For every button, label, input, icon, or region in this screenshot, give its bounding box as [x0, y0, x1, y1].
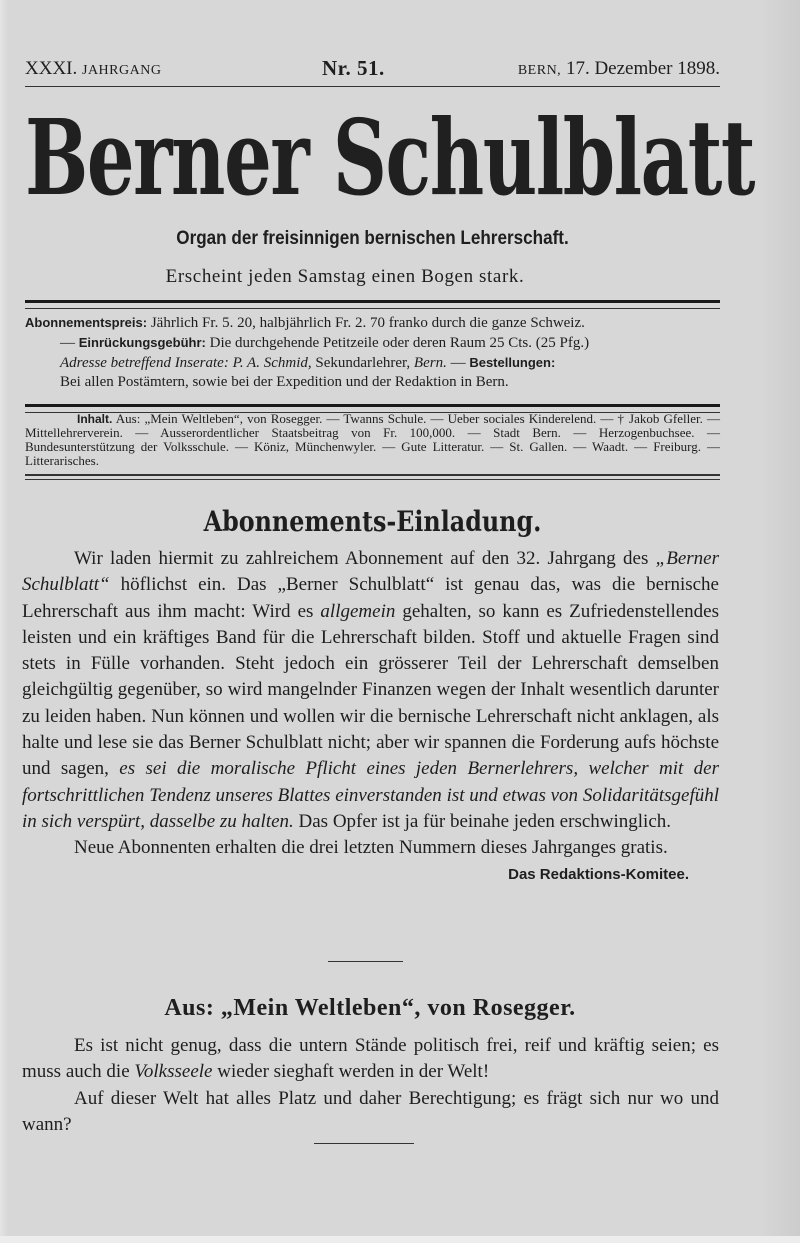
price-line: [25, 313, 725, 333]
article-body-subscription: [22, 546, 719, 888]
place: BERN,: [517, 63, 562, 78]
double-rule: [25, 474, 720, 480]
address-line: Adresse betreffend Inserate: P. A. Schmid, Sekundarlehrer, Bern. — Bestellungen:: [60, 355, 556, 371]
paragraph: Es ist nicht genug, dass die untern Stände politisch frei, reif und kräftig seien; es muss auch die Volksseele wieder sieghaft werden in der Welt!: [22, 1035, 719, 1083]
header-divider: [25, 86, 720, 87]
paragraph: Wir laden hiermit zu zahlreichem Abonnement auf den 32. Jahrgang des „Berner Schulblatt“ höflichst ein. Das „Berner Schulblatt“ ist genau das, was die bernische Lehrerschaft aus ihm macht: Wird es allgemein gehalten, so kann es Zufriedenstellendes leisten und ein kräftiges Band für die Lehrerschaft bilden. Stoff und aktuelle Fragen sind stets in Fülle vorhanden. Steht jedoch ein grösserer Teil der Lehrerschaft demselben gleichgültig gegenüber, so wird mangelnder Finanzen wegen der Inhalt wesentlich darunter zu leiden haben. Nun können und wollen wir die bernische Lehrerschaft nicht anklagen, als halte und lese sie das Berner Schulblatt nicht; aber wir spannen die Forderung aufs höchste und sagen, es sei die moralische Pflicht eines jeden Bernerlehrers, welcher mit der fortschrittlichen Tendenz unseres Blattes einverstanden ist und etwas von Solidaritätsgefühl in sich verspürt, dasselbe zu halten. Das Opfer ist ja für beinahe jeden erschwinglich.: [22, 548, 720, 832]
volume-label: JAHRGANG: [82, 63, 162, 78]
address-city: Bern.: [413, 355, 447, 371]
scan-edge: [0, 1236, 800, 1243]
issue-number: Nr. 51.: [322, 56, 385, 80]
fee-label: Einrückungsgebühr:: [78, 335, 206, 350]
article-body-rosegger: [22, 1033, 719, 1138]
date: 17. Dezember 1898.: [565, 58, 720, 79]
section-divider: [328, 961, 403, 962]
orders-label: Bestellungen:: [469, 355, 556, 370]
article-title-rosegger: Aus: „Mein Weltleben“, von Rosegger.: [164, 995, 576, 1021]
date-line: [518, 58, 720, 80]
paragraph: Auf dieser Welt hat alles Platz und daher Berechtigung; es frägt sich nur wo und wann?: [22, 1087, 719, 1135]
section-divider: [314, 1143, 414, 1144]
signature: Das Redaktions-Komitee.: [508, 865, 689, 883]
address-name: P. A. Schmid,: [232, 355, 312, 371]
subscription-info: [25, 313, 725, 392]
double-rule: [25, 300, 720, 309]
table-of-contents: [25, 412, 720, 468]
paragraph: Neue Abonnenten erhalten die drei letzten Nummern dieses Jahrganges gratis.: [74, 837, 668, 859]
fee-line: — Einrückungsgebühr: Die durchgehende Petitzeile oder deren Raum 25 Cts. (25 Pfg.): [60, 335, 590, 351]
publication-frequency: Erscheint jeden Samstag einen Bogen stark.: [165, 266, 525, 287]
address-role: Sekundarlehrer,: [315, 355, 411, 371]
newspaper-title: Berner Schulblatt: [25, 96, 754, 219]
contents-label: Inhalt.: [77, 412, 113, 426]
article-title-subscription-invitation: Abonnements-Einladung.: [203, 505, 542, 538]
fee-text: Die durchgehende Petitzeile oder deren Raum 25 Cts. (25 Pfg.): [209, 335, 590, 351]
address-label: Adresse betreffend Inserate:: [60, 355, 229, 371]
orders-text: Bei allen Postämtern, sowie bei der Expedition und der Redaktion in Bern.: [60, 374, 509, 390]
contents-text: Aus: „Mein Weltleben“, von Rosegger. — Twanns Schule. — Ueber sociales Kinderelend. — † Jakob Gfeller. — Mittellehrerverein. — Ausserordentlicher Staatsbeitrag von Fr. 100,000. — Stadt Bern. — Herzogenbuchsee. — Bundesunterstützung der Volksschule. — Köniz, Münchenwyler. — Gute Litteratur. — St. Gallen. — Waadt. — Freiburg. — Litterarisches.: [25, 411, 720, 468]
masthead-info-line: [25, 58, 720, 82]
newspaper-subtitle: Organ der freisinnigen bernischen Lehrerschaft.: [176, 228, 569, 249]
price-text: Jährlich Fr. 5. 20, halbjährlich Fr. 2. 70 franko durch die ganze Schweiz.: [150, 315, 585, 331]
signature-line: [22, 862, 719, 888]
volume: XXXI. JAHRGANG: [25, 58, 162, 79]
price-label: Abonnementspreis:: [25, 315, 148, 330]
